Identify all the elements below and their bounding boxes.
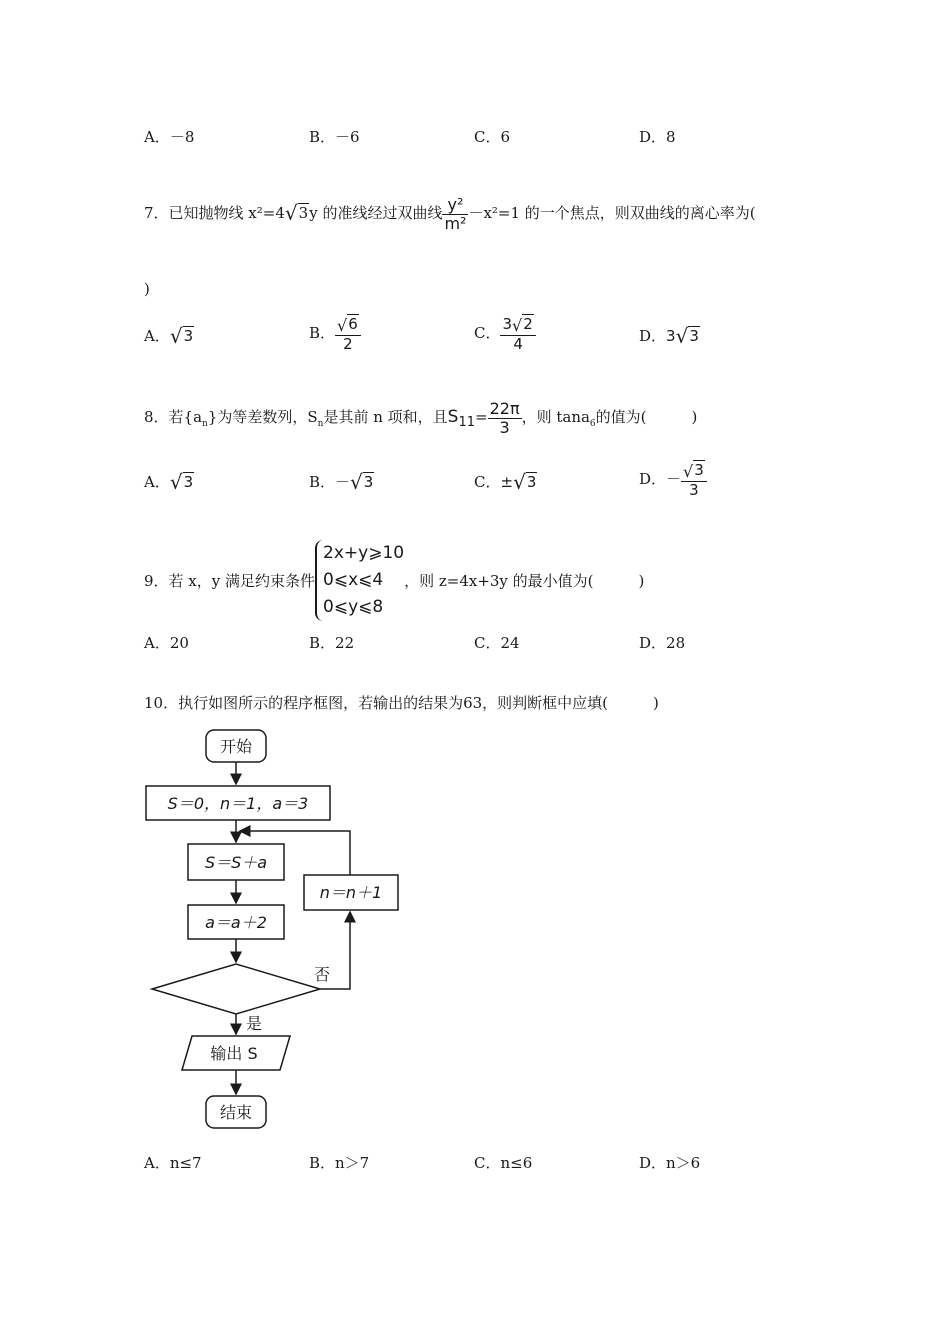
q7-option-b: B． $\frac{√6}{2}$ — [309, 316, 361, 352]
q7-option-d: D．3√3 — [639, 324, 699, 348]
q10-options — [0, 1152, 950, 1192]
q6-option-d: D．8 — [639, 128, 676, 146]
q7-mid: y 的准线经过双曲线 — [309, 204, 443, 223]
q10-option-c: C．n≤6 — [474, 1154, 533, 1172]
fc-output-label: 输出 S — [210, 1044, 258, 1063]
q8-option-b: B．－√3 — [309, 470, 374, 494]
q9-option-b: B．22 — [309, 634, 355, 652]
q7-close-paren: ) — [144, 280, 150, 298]
fc-start-label: 开始 — [219, 737, 253, 756]
q10-option-d: D．n＞6 — [639, 1154, 701, 1172]
q7-option-c: C． $\frac{3√2}{4}$ — [474, 316, 536, 352]
q6-option-a: A．－8 — [144, 128, 195, 146]
q8-option-d: D．－ $\frac{√3}{3}$ — [639, 462, 707, 498]
fc-step1-label: S＝S＋a — [204, 853, 268, 872]
fc-end-label: 结束 — [219, 1103, 253, 1122]
fc-no-label: 否 — [314, 965, 331, 984]
q7-option-a: A．√3 — [144, 324, 194, 348]
q7-prefix: 7．已知抛物线 x²=4 — [144, 204, 285, 223]
fc-step2-label: a＝a＋2 — [205, 913, 267, 932]
fc-init-label: S＝0，n＝1，a＝3 — [167, 794, 309, 813]
q8-fraction: $\frac{22\pi}{3}$ — [489, 399, 520, 437]
q9-suffix: ，则 z=4x+3y 的最小值为( ) — [404, 572, 645, 590]
q7-sqrt: √3 — [284, 201, 309, 226]
q9-constraints: 2x+y⩾10 0⩽x⩽4 0⩽y⩽8 — [315, 540, 404, 621]
fc-step3-label: n＝n＋1 — [319, 883, 383, 902]
q9-option-d: D．28 — [639, 634, 686, 652]
q7-suffix: －x²=1 的一个焦点，则双曲线的离心率为( — [468, 204, 756, 223]
q9-prefix: 9．若 x，y 满足约束条件 — [144, 572, 316, 590]
fc-yes-label: 是 — [246, 1014, 263, 1033]
q10-option-b: B．n＞7 — [309, 1154, 370, 1172]
q6-option-b: B．－6 — [309, 128, 360, 146]
q8-option-c: C．±√3 — [474, 470, 537, 494]
q8-stem: 8．若$\{a_n\}$为等差数列，$S_n$是其前 n 项和，且$S_{11}=$ $\frac{22\pi}{3}$ ，则 tana$_6$的值为( ) — [144, 399, 698, 437]
q10-stem: 10．执行如图所示的程序框图，若输出的结果为63，则判断框中应填( ) — [144, 694, 659, 712]
q9-option-a: A．20 — [144, 634, 189, 652]
q8-option-a: A．√3 — [144, 470, 194, 494]
q6-option-c: C．6 — [474, 128, 511, 146]
q9-option-c: C．24 — [474, 634, 520, 652]
q7-fraction: $\frac{\text{y²}}{\text{m²}}$ — [444, 195, 467, 233]
q8-prefix: 8．若{a — [144, 408, 203, 427]
fc-decision-diamond — [152, 964, 320, 1014]
q10-option-a: A．n≤7 — [144, 1154, 202, 1172]
